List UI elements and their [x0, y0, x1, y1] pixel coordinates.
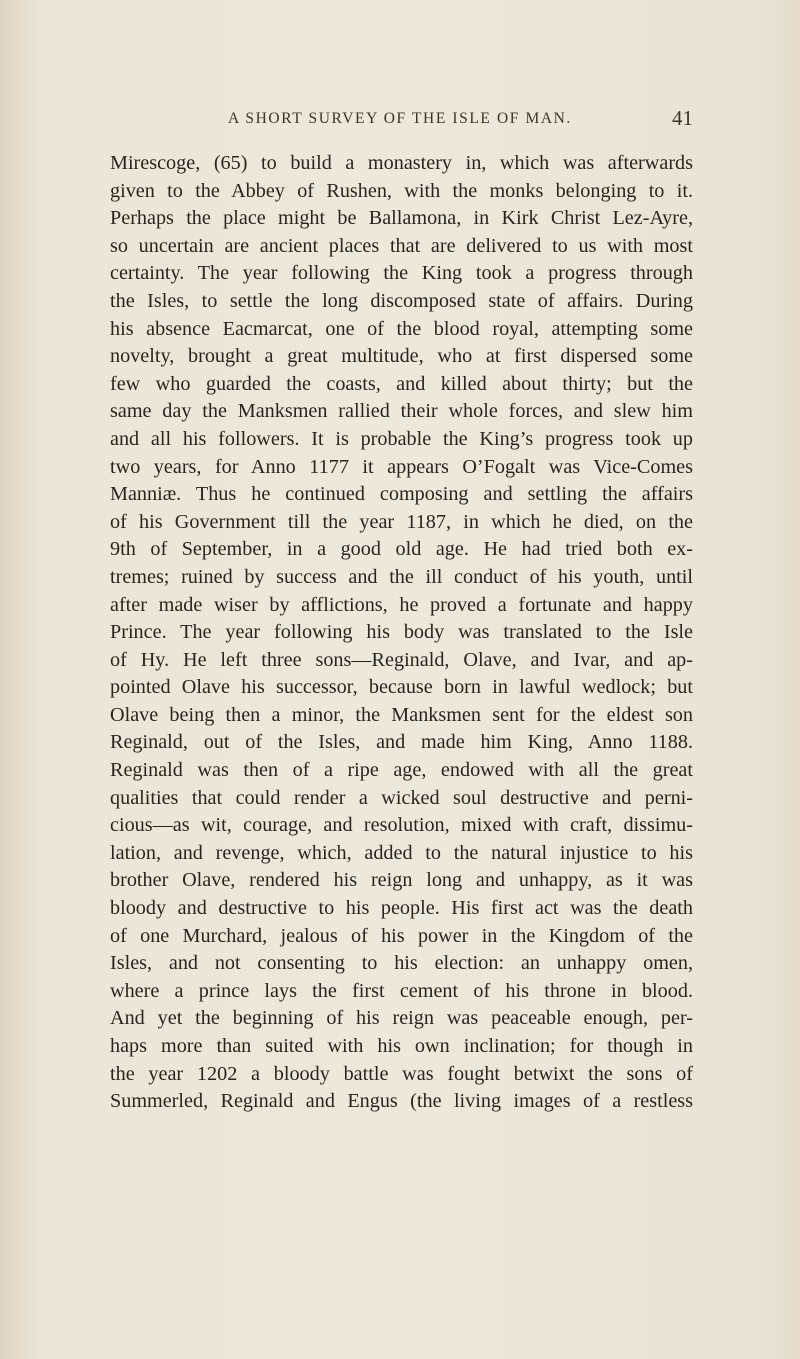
text-line: pointed Olave his successor, because born in lawful wedlock; but	[110, 676, 693, 699]
text-line: bloody and destructive to his people. His first act was the death	[110, 897, 693, 920]
text-line: his absence Eacmarcat, one of the blood royal, attempting some	[110, 317, 693, 340]
text-line: qualities that could render a wicked soul destructive and perni-	[110, 786, 693, 809]
text-line: Prince. The year following his body was translated to the Isle	[110, 621, 693, 644]
text-line: tremes; ruined by success and the ill conduct of his youth, until	[110, 565, 693, 588]
text-line: cious—as wit, courage, and resolution, mixed with craft, dissimu-	[110, 814, 693, 837]
text-line: the year 1202 a bloody battle was fought betwixt the sons of	[110, 1062, 693, 1085]
text-line: the Isles, to settle the long discomposed state of affairs. During	[110, 289, 693, 312]
text-line: few who guarded the coasts, and killed about thirty; but the	[110, 372, 693, 395]
text-line: Olave being then a minor, the Manksmen sent for the eldest son	[110, 703, 693, 726]
body-text	[110, 150, 693, 1116]
text-line: where a prince lays the first cement of his throne in blood.	[110, 979, 693, 1002]
text-line: And yet the beginning of his reign was peaceable enough, per-	[110, 1007, 693, 1030]
text-line: Reginald was then of a ripe age, endowed with all the great	[110, 759, 693, 782]
text-line: Isles, and not consenting to his election: an unhappy omen,	[110, 952, 693, 975]
text-line: same day the Manksmen rallied their whole forces, and slew him	[110, 400, 693, 423]
text-line: of his Government till the year 1187, in which he died, on the	[110, 510, 693, 533]
text-line: of Hy. He left three sons—Reginald, Olave, and Ivar, and ap-	[110, 648, 693, 671]
text-line: of one Murchard, jealous of his power in the Kingdom of the	[110, 924, 693, 947]
text-line: novelty, brought a great multitude, who at first dispersed some	[110, 345, 693, 368]
text-line: certainty. The year following the King took a progress through	[110, 262, 693, 285]
text-line: Mirescoge, (65) to build a monastery in, which was afterwards	[110, 152, 693, 174]
text-line: brother Olave, rendered his reign long and unhappy, as it was	[110, 869, 693, 892]
text-line: two years, for Anno 1177 it appears O’Fogalt was Vice-Comes	[110, 455, 693, 478]
page-number: 41	[672, 106, 693, 130]
text-line: so uncertain are ancient places that are delivered to us with most	[110, 234, 693, 257]
page-header	[228, 106, 693, 134]
text-line: and all his followers. It is probable the King’s progress took up	[110, 427, 693, 450]
text-line: Perhaps the place might be Ballamona, in Kirk Christ Lez-Ayre,	[110, 207, 693, 230]
text-line: Summerled, Reginald and Engus (the living images of a restless	[110, 1090, 693, 1113]
text-line: haps more than suited with his own inclination; for though in	[110, 1035, 693, 1057]
text-line: after made wiser by afflictions, he proved a fortunate and happy	[110, 593, 693, 616]
text-line: Reginald, out of the Isles, and made him King, Anno 1188.	[110, 731, 693, 754]
running-head: A SHORT SURVEY OF THE ISLE OF MAN.	[228, 110, 572, 127]
text-line: given to the Abbey of Rushen, with the monks belonging to it.	[110, 179, 693, 202]
text-line: 9th of September, in a good old age. He had tried both ex-	[110, 538, 693, 561]
text-line: lation, and revenge, which, added to the natural injustice to his	[110, 841, 693, 864]
text-line: Manniæ. Thus he continued composing and settling the affairs	[110, 483, 693, 506]
